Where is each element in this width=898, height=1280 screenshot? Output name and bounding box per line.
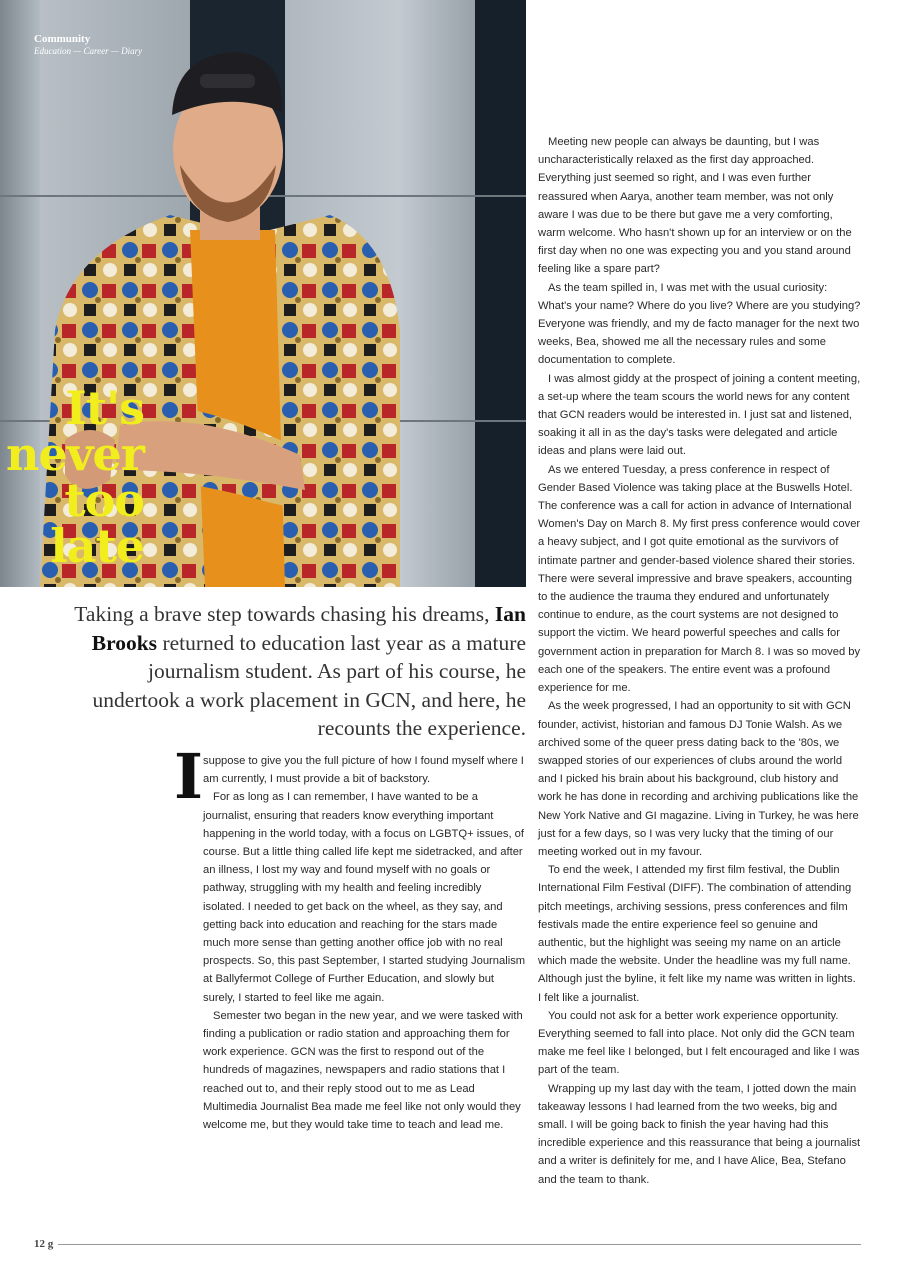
body-paragraph: As the week progressed, I had an opportunity to sit with GCN founder, activist, historian and famous DJ Tonie Walsh. As we archived some of the queer press dating back to the '80s, we swapped stories of our experiences of clubs around the world and I picked his brain about his background, club history and work he has done in recording and archiving publications like the New York Native and GI magazine. Living in Turkey, he was here just for a few days, so I was very lucky that the timing of our meeting worked out in my favour. bbox=[538, 700, 859, 858]
body-paragraph: For as long as I can remember, I have wanted to be a journalist, ensuring that readers know everything important happening in the world today, with a focus on LGBTQ+ issues, of course. But a little thing called life kept me sidetracked, and after an illness, I lost my way and found myself with no goals or pathway, struggling with my health and feeling incredibly isolated. I needed to get back on the wheel, as they say, and getting back into education and reaching for the stars made much more sense than getting another office job with no real prospects. So, this past September, I started studying Journalism at Ballyfermot College of Further Education, and slowly but surely, I started to feel like me again. bbox=[203, 791, 526, 1004]
headline-line: late bbox=[50, 519, 144, 573]
body-column-right bbox=[538, 133, 861, 1189]
author-name: Ian Brooks bbox=[91, 602, 526, 655]
body-paragraph: I was almost giddy at the prospect of joining a content meeting, a set-up where the team scours the world news for any content that GCN readers would be interested in. I just sat and listened, soaking it all in as the day's tasks were delegated and article ideas and plans were laid out. bbox=[538, 372, 861, 458]
body-paragraph: To end the week, I attended my first film festival, the Dublin International Film Festival (DIFF). The combination of attending pitch meetings, archiving sessions, press conferences and film festivals made the entire experience feel so genuine and authentic, but the highlight was seeing my name on an article which made the website. Under the headline was my full name. Although just the byline, it felt like my name was written in lights. I felt like a journalist. bbox=[538, 864, 856, 1004]
section-label: Community bbox=[34, 33, 91, 45]
body-paragraph: Semester two began in the new year, and we were tasked with finding a publication or radio station and approaching them for work experience. GCN was the first to respond out of the hundreds of magazines, newspapers and radio stations that I reached out to, and their reply stood out to me as Lead Multimedia Journalist Bea made me feel like not only would they welcome me, but they would take time to teach and lead me. bbox=[203, 1009, 523, 1132]
headline-line: It's bbox=[65, 381, 144, 435]
hero-photo bbox=[0, 0, 526, 587]
body-paragraph: Meeting new people can always be daunting, but I was uncharacteristically relaxed as the first day approached. Everything just seemed so right, and I was even further reassured when Aarya, another team member, was not only aware I was due to be there but gave me a very comforting, warm welcome. Who hasn't shown up for an interview or on the first day when no one was expecting you and you stand around feeling like a spare part? bbox=[538, 136, 852, 276]
standfirst-after: returned to education last year as a mature journalism student. As part of his course, he undertook a work placement in GCN, and here, he recounts the experience. bbox=[92, 630, 526, 740]
body-column-left bbox=[203, 752, 526, 1134]
body-paragraph: Wrapping up my last day with the team, I jotted down the main takeaway lessons I had learned from the two weeks, big and small. I will be going back to finish the year having had this incredible experience and this reassurance that being a journalist and a writer is definitely for me, and I have Alice, Bea, Stefano and the team to thank. bbox=[538, 1082, 861, 1186]
headline-line: too bbox=[64, 473, 144, 527]
page-number: 12 g bbox=[34, 1238, 54, 1250]
section-subtitle: Education — Career — Diary bbox=[34, 46, 143, 56]
standfirst bbox=[70, 600, 526, 743]
body-paragraph: suppose to give you the full picture of how I found myself where I am currently, I must provide a bit of backstory. bbox=[203, 755, 524, 786]
body-paragraph: You could not ask for a better work experience opportunity. Everything seemed to fall into place. Not only did the GCN team make me feel like I belonged, but I felt encouraged and like I was part of the team. bbox=[538, 1009, 860, 1077]
footer-rule bbox=[58, 1244, 861, 1245]
body-paragraph: As the team spilled in, I was met with the usual curiosity: What's your name? Where do you live? Where are you studying? Everyone was friendly, and my de facto manager for the next two weeks, Bea, showed me all the necessary rules and some documentation to complete. bbox=[538, 281, 861, 367]
headline-line: never bbox=[6, 427, 144, 481]
dropcap: I bbox=[174, 740, 204, 813]
standfirst-before: Taking a brave step towards chasing his dreams, bbox=[74, 602, 495, 626]
headline bbox=[0, 381, 144, 573]
body-paragraph: As we entered Tuesday, a press conference in respect of Gender Based Violence was taking place at the Buswells Hotel. The conference was a call for action in advance of International Women's Day on March 8. My first press conference would cover a heavy subject, and I got quite emotional as the survivors of intimate partner and gender-based violence shared their stories. There were several impressive and brave speakers, accounting to the audience the trauma they endured and unfortunately continue to endure, as the court systems are not designed to support the victim. We heard powerful speeches and calls for government action in preparation for March 8. I was so moved by each one of the speakers. The entire event was a profound experience for me. bbox=[538, 463, 861, 695]
